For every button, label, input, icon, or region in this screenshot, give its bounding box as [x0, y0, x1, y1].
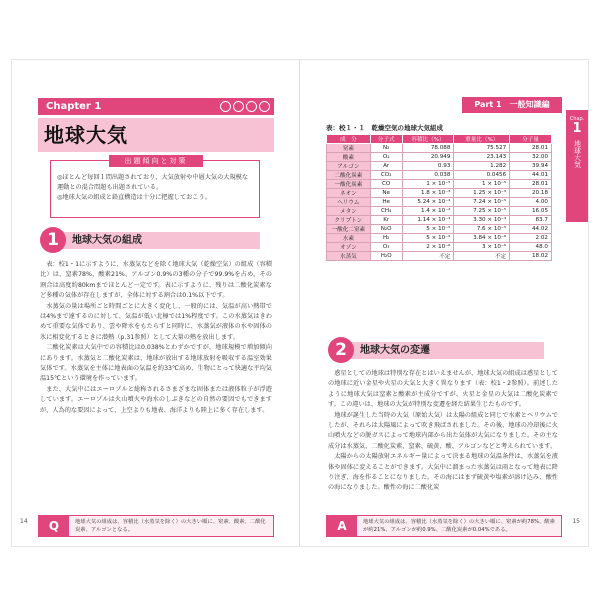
trend-line: ◎ほとんど毎回１問出題されており、大気放射や中層大気の大規模な運動との混合問題も出題されている。	[57, 174, 249, 191]
gas-name-cell: 水素	[327, 234, 371, 243]
table-row	[327, 189, 552, 198]
table-cell: 39.94	[510, 162, 552, 171]
paragraph: 二酸化炭素は大気中での容積比は0.038%とわずかですが、地球規模で増加傾向にあります。水蒸気と二酸化炭素は、地球が放出する地球放射を吸収する温室効果気体です。水蒸気を主体に地表面の気温を約33℃高め、生物にとって快適な平均気温15℃という環境を作っています。	[40, 344, 272, 383]
gas-name-cell: アルゴン	[327, 162, 371, 171]
chapter-dots-icon	[220, 101, 270, 112]
table-row	[327, 144, 552, 153]
chapter-tab-small: Chap.	[569, 116, 585, 122]
gas-composition-table	[326, 134, 552, 261]
paragraph: 太陽からの太陽放射エネルギー量によって決まる地球の気温条件は、水蒸気を液体や固体に変えることができます。大気中に溜まった水蒸気は雨となって地表に降り注ぎ、海を作ることになりました。その海にはまず硫黄や塩素が溶け込み、酸性の海になりました。酸性の海に二酸化炭	[328, 453, 558, 492]
table-row	[327, 162, 552, 171]
gas-name-cell: クリプトン	[327, 216, 371, 225]
question-text: 地球大気の組成は、容積比（水蒸気を除く）の大きい順に、窒素、酸素、二酸化炭素、アルゴンとなる。	[75, 519, 266, 533]
paragraph: 惑星としての地球は特別な存在とはいえませんが、地球大気の組成は惑星としての地球に近い金星や火星の大気と大きく異なります（表：校1・2参照）。前述したように地球大気は窒素と酸素が主成分ですが、火星と金星の大気は二酸化炭素です。この違いは、地球の大気が特別な変遷を経た結果生じたものです。	[328, 370, 558, 409]
section-title: 地球大気の変遷	[348, 342, 544, 359]
gas-name-cell: ネオン	[327, 189, 371, 198]
table-cell: 3 × 10⁻⁶	[454, 243, 510, 252]
table-cell: 1.282	[454, 162, 510, 171]
table-cell: 2 × 10⁻⁶	[402, 243, 454, 252]
table-header: 重量比（%）	[454, 135, 510, 144]
table-cell: 1.8 × 10⁻³	[402, 189, 454, 198]
table-header: 分子量	[510, 135, 552, 144]
table-cell: 0.0456	[454, 171, 510, 180]
left-page	[12, 60, 300, 546]
table-cell: 5 × 10⁻⁵	[402, 234, 454, 243]
table-header-row	[327, 135, 552, 144]
answer-text: 地球大気の組成は、容積比（水蒸気を除く）の大きい順に、窒素が約78%、酸素が約21%、アルゴンが約0.9%、二酸化炭素が0.04%である。	[363, 519, 555, 533]
chapter-title: 地球大気	[38, 118, 274, 152]
gas-name-cell: 二酸化炭素	[327, 171, 371, 180]
table-cell: 7.6 × 10⁻⁵	[454, 225, 510, 234]
table-cell: 7.25 × 10⁻⁵	[454, 207, 510, 216]
table-cell: 48.0	[510, 243, 552, 252]
table-row	[327, 207, 552, 216]
table-cell: 20.18	[510, 189, 552, 198]
trend-box	[50, 157, 260, 218]
gas-name-cell: ヘリウム	[327, 198, 371, 207]
table-cell: N₂	[370, 144, 402, 153]
table-cell: O₃	[370, 243, 402, 252]
chapter-label: Chapter 1	[46, 101, 102, 112]
chapter-bar	[38, 98, 274, 115]
gas-name-cell: メタン	[327, 207, 371, 216]
table-row	[327, 243, 552, 252]
section-heading-2	[328, 338, 544, 362]
paragraph: また、大気中にはエーロゾルと総称されるさまざまな固体または液体粒子が浮遊しています。エーロゾルは火山噴火や海水のしぶきなどの自然の要因でもできますが、人為的な要因によって、上空よりも地表、海洋よりも陸上に多く存在します。	[40, 385, 272, 414]
table-cell: 28.01	[510, 180, 552, 189]
table-cell: 7.24 × 10⁻⁵	[454, 198, 510, 207]
trend-text	[57, 173, 253, 203]
table-cell: 23.143	[454, 153, 510, 162]
table-cell: 1.4 × 10⁻⁴	[402, 207, 454, 216]
table-cell: 0.038	[402, 171, 454, 180]
table-cell: 3.30 × 10⁻⁴	[454, 216, 510, 225]
table-cell: 75.527	[454, 144, 510, 153]
left-body	[40, 260, 272, 416]
section-heading-1	[40, 228, 260, 252]
table-cell: 44.02	[510, 225, 552, 234]
page-number: 14	[20, 518, 28, 525]
table-cell: 2.02	[510, 234, 552, 243]
table-row	[327, 198, 552, 207]
table-cell: 5 × 10⁻⁵	[402, 225, 454, 234]
table-cell: N₂O	[370, 225, 402, 234]
table-row	[327, 225, 552, 234]
book-spread	[12, 60, 588, 546]
gas-name-cell: 一酸化炭素	[327, 180, 371, 189]
table-row	[327, 153, 552, 162]
table-cell: 44.01	[510, 171, 552, 180]
table-cell: 0.93	[402, 162, 454, 171]
gas-name-cell: 一酸化二窒素	[327, 225, 371, 234]
table-header: 分子式	[370, 135, 402, 144]
chapter-tab	[566, 110, 588, 222]
right-body	[328, 369, 558, 494]
table-cell: 1.25 × 10⁻³	[454, 189, 510, 198]
section-number: 1	[40, 227, 66, 253]
table-cell: 20.949	[402, 153, 454, 162]
table-header: 容積比（%）	[402, 135, 454, 144]
table-cell: 1 × 10⁻⁵	[454, 180, 510, 189]
gas-name-cell: 窒素	[327, 144, 371, 153]
table-cell: 1 × 10⁻⁵	[402, 180, 454, 189]
quiz-answer-box	[326, 515, 562, 537]
paragraph: 地球が誕生した当時の大気（原始大気）は太陽の組成と同じで水素とヘリウムでしたが、それらは太陽風によって吹き飛ばされました。その後、地球の冷却後に火山噴火などの脱ガスによって地球内部から出た気体が大気になりました。その主な成分は水蒸気、二酸化炭素、窒素、硫黄、酸、アルゴンなどと考えられています。	[328, 411, 558, 450]
table-header: 成 分	[327, 135, 371, 144]
table-row	[327, 234, 552, 243]
answer-icon: A	[327, 516, 357, 536]
paragraph: 水蒸気の量は場所ごと時間ごとに大きく変化し、一般的には、気温が高い熱帯では4%まで達するのに対して、気温が低い北極では1%程度です。この水蒸気はきわめて重要な気体であり、雲や降水をもたらすと同時に、水蒸気が液体の水や固体の氷に相変化するときに潜熱（p.31参照）として大量の熱を放出します。	[40, 302, 272, 341]
gas-name-cell: 酸素	[327, 153, 371, 162]
section-title: 地球大気の組成	[60, 232, 260, 249]
right-page	[300, 60, 588, 546]
table-cell: He	[370, 198, 402, 207]
table-cell: 78.088	[402, 144, 454, 153]
gas-name-cell: 水蒸気	[327, 252, 371, 261]
table-cell: 83.7	[510, 216, 552, 225]
table-cell: CO₂	[370, 171, 402, 180]
table-cell: Ne	[370, 189, 402, 198]
table-row	[327, 171, 552, 180]
table-row	[327, 180, 552, 189]
table-cell: 32.00	[510, 153, 552, 162]
table-cell: 16.05	[510, 207, 552, 216]
page-number: 15	[572, 518, 580, 525]
table-row	[327, 252, 552, 261]
gas-name-cell: オゾン	[327, 243, 371, 252]
table-cell: 1.14 × 10⁻⁴	[402, 216, 454, 225]
chapter-tab-number: 1	[572, 121, 582, 136]
table-cell: 不定	[454, 252, 510, 261]
table-cell: 3.84 × 10⁻⁶	[454, 234, 510, 243]
table-cell: O₂	[370, 153, 402, 162]
table-cell: H₂	[370, 234, 402, 243]
table-cell: H₂O	[370, 252, 402, 261]
chapter-tab-name: 地球大気	[573, 140, 582, 168]
paragraph: 表：校1・1に示すように、水蒸気などを除く地球大気（乾燥空気）の組成（容積比）は、窒素78%、酸素21%、アルゴン0.9%の3種の分子で99.9%を占め、その割合は高度約80kmまでほとんど一定です。表に示すように、残りは二酸化炭素など多種の気体が存在しますが、全体に対する割合は0.1%以下です。	[40, 261, 272, 300]
table-cell: Ar	[370, 162, 402, 171]
question-icon: Q	[39, 516, 69, 536]
table-title: 表：校１・１ 乾燥空気の地球大気組成	[326, 124, 443, 132]
table-cell: 28.01	[510, 144, 552, 153]
section-number: 2	[328, 337, 354, 363]
table-cell: CH₄	[370, 207, 402, 216]
quiz-question-box	[38, 515, 274, 537]
table-cell: Kr	[370, 216, 402, 225]
table-cell: 不定	[402, 252, 454, 261]
part-label: Part 1 一般知識編	[462, 97, 562, 113]
table-cell: 5.24 × 10⁻⁴	[402, 198, 454, 207]
table-row	[327, 216, 552, 225]
table-cell: 18.02	[510, 252, 552, 261]
trend-line: ◎地球大気の組成と鉛直構造は十分に把握しておこう。	[57, 194, 211, 201]
trend-heading: 出題傾向と対策	[109, 155, 203, 167]
table-cell: 4.00	[510, 198, 552, 207]
table-cell: CO	[370, 180, 402, 189]
